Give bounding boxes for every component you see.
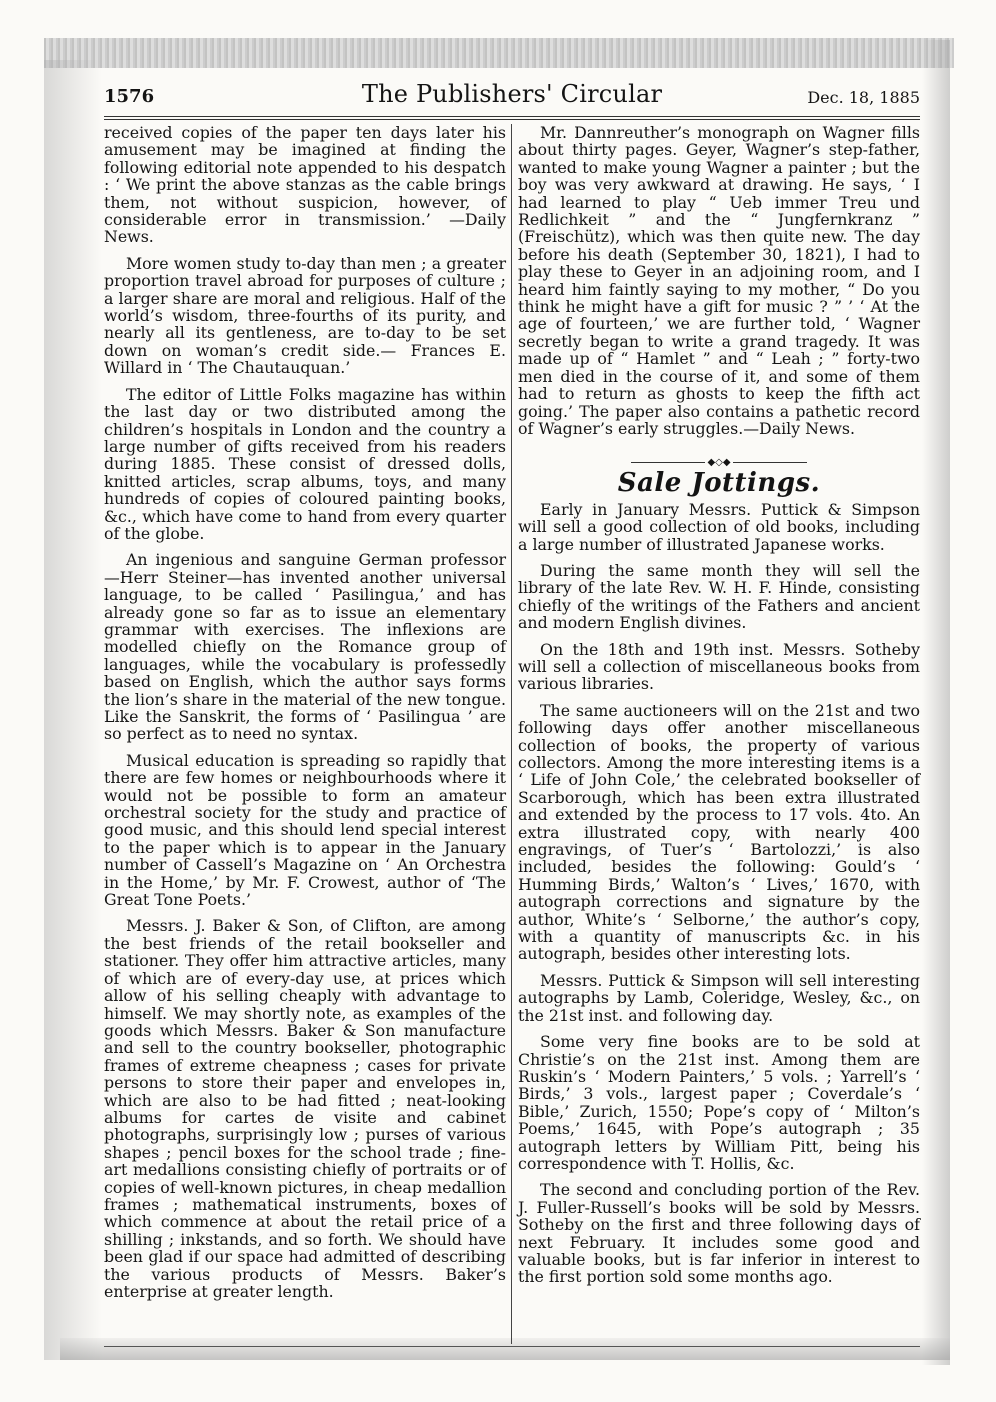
footer-rule (104, 1346, 920, 1347)
section-ornament: ◆◇◆ (518, 453, 920, 463)
publication-title: The Publishers' Circular (361, 80, 663, 108)
left-column (104, 124, 506, 1309)
sale-item-christies: Some very fine books are to be sold at Christie’s on the 21st inst. Among them are Ruskin’s ‘ Modern Painters,’ 5 vols. ; Yarrell’s ‘ Birds,’ 3 vols., largest paper ; Coverdale’s ‘ Bible,’ Zurich, 1550; Pope’s copy of ‘ Milton’s Poems,’ 1645, with Pope’s autograph ; 35 autograph letters by William Pitt, being his correspondence with T. Hollis, &c. (518, 1032, 920, 1173)
paragraph-daily-news-continuation: received copies of the paper ten days later his amusement may be imagined at finding the following editorial note appended to his despatch : ‘ We print the above stanzas as the cable brings them, not without suspicion, however, of considerable error in transmission.’ —Daily News. (104, 123, 506, 247)
right-column (518, 124, 920, 1295)
sale-item-puttick-january: Early in January Messrs. Puttick & Simpson will sell a good collection of old books, including a large number of illustrated Japanese works. (518, 499, 920, 554)
column-divider (511, 124, 512, 1344)
scan-edge-left (44, 60, 102, 1360)
section-heading-sale-jottings: Sale Jottings. (617, 468, 821, 499)
header-rule (104, 116, 920, 120)
scan-edge-top (44, 38, 954, 68)
scan-edge-right (922, 40, 950, 1365)
paragraph-musical-education: Musical education is spreading so rapidly that there are few homes or neighbourhoods where it would not be possible to form an amateur orchestral society for the study and practice of good music, and this should lend special interest to the paper which is to appear in the January number of Cassell’s Magazine on ‘ An Orchestra in the Home,’ by Mr. F. Crowest, author of ‘The Great Tone Poets.’ (104, 750, 506, 910)
paragraph-wagner-monograph: Mr. Dannreuther’s monograph on Wagner fills about thirty pages. Geyer, Wagner’s step-father, wanted to make young Wagner a painter ; but the boy was very awkward at drawing. He says, ‘ I had learned to play “ Ueb immer Treu und Redlichkeit ” and the “ Jungfernkranz ” (Freischütz), which was then quite new. The day before his death (September 30, 1821), I had to play these to Geyer in an adjoining room, and I heard him faintly saying to my mother, “ Do you think he might have a gift for music ? ” ’ ‘ At the age of fourteen,’ we are further told, ‘ Wagner secretly began to write a grand tragedy. It was made up of “ Hamlet ” and “ Leah ; ” forty-two men died in the course of it, and some of them had to return as ghosts to keep the fifth act going.’ The paper also contains a pathetic record of Wagner’s early struggles.—Daily News. (518, 123, 920, 438)
sale-item-fuller-russell: The second and concluding portion of the Rev. J. Fuller-Russell’s books will be sold by Messrs. Sotheby on the first and three following days of next February. It includes some good and valuable books, but is far inferior in interest to the first portion sold some months ago. (518, 1180, 920, 1287)
issue-date: Dec. 18, 1885 (807, 88, 920, 107)
sale-item-sotheby-21st: The same auctioneers will on the 21st and two following days offer another miscellaneous collection of books, the property of various collectors. Among the more interesting items is a ‘ Life of John Cole,’ the celebrated bookseller of Scarborough, which has been extra illustrated and extended by the process to 17 vols. 4to. An extra illustrated copy, with nearly 400 engravings, of Tuer’s ‘ Bartolozzi,’ is also included, besides the following: Gould’s ‘ Humming Birds,’ Walton’s ‘ Lives,’ 1670, with autograph corrections and signature by the author, White’s ‘ Selborne,’ the author’s copy, with a quantity of manuscripts &c. in his autograph, besides other interesting lots. (518, 700, 920, 964)
paragraph-little-folks: The editor of Little Folks magazine has within the last day or two distributed among the children’s hospitals in London and the country a large number of gifts received from his readers during 1885. These consist of dressed dolls, knitted articles, scrap albums, toys, and many hundreds of copies of coloured painting books, &c., which have come to hand from every quarter of the globe. (104, 384, 506, 543)
sale-item-sotheby-18th: On the 18th and 19th inst. Messrs. Sotheby will sell a collection of miscellaneous books from various libraries. (518, 639, 920, 694)
sale-item-autographs: Messrs. Puttick & Simpson will sell interesting autographs by Lamb, Coleridge, Wesley, &c., on the 21st inst. and following day. (518, 970, 920, 1025)
paragraph-pasilingua: An ingenious and sanguine German professor—Herr Steiner—has invented another universal language, to be called ‘ Pasilingua,’ and has already gone so far as to issue an elementary grammar with exercises. The inflexions are modelled chiefly on the Romance group of languages, while the vocabulary is professedly based on English, which the author says forms the lion’s share in the material of the new tongue. Like the Sanskrit, the forms of ‘ Pasilingua ’ are so perfect as to need no syntax. (104, 550, 506, 744)
page-number: 1576 (104, 86, 155, 107)
page-header (104, 78, 920, 116)
paragraph-baker-and-son: Messrs. J. Baker & Son, of Clifton, are among the best friends of the retail bookseller and stationer. They offer him attractive articles, many of which are of every-day use, at prices which allow of his selling cheaply with advantage to himself. We may shortly note, as examples of the goods which Messrs. Baker & Son manufacture and sell to the country bookseller, photographic frames of extreme cheapness ; cases for private persons to store their paper and envelopes in, which are also to be had fitted ; neat-looking albums for cartes de visite and cabinet photographs, surprisingly low ; purses of various shapes ; pencil boxes for the school trade ; fine-art medallions consisting chiefly of portraits or of copies of well-known pictures, in cheap medallion frames ; mathematical instruments, boxes of which commence at about the retail price of a shilling ; inkstands, and so forth. We should have been glad if our space had admitted of describing the various products of Messrs. Baker’s enterprise at greater length. (104, 916, 506, 1301)
sale-item-hinde-library: During the same month they will sell the library of the late Rev. W. H. F. Hinde, consisting chiefly of the writings of the Fathers and ancient and modern English divines. (518, 560, 920, 633)
paragraph-women-study: More women study to-day than men ; a greater proportion travel abroad for purposes of culture ; a larger share are moral and religious. Half of the world’s wisdom, three-fourths of its purity, and nearly all its gentleness, are to-day to be set down on woman’s credit side.— Frances E. Willard in ‘ The Chautauquan.’ (104, 253, 506, 378)
scan-edge-bottom (60, 1338, 950, 1360)
